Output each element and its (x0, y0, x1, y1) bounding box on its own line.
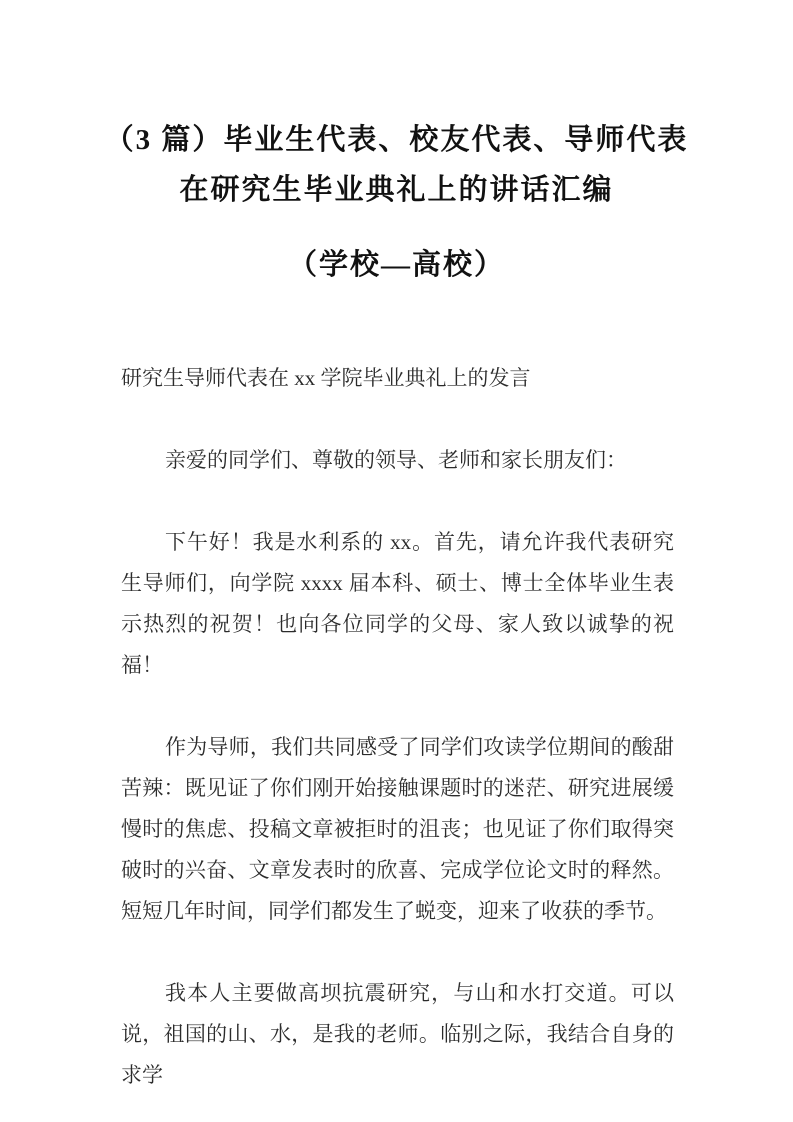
body-paragraph: 下午好！我是水利系的 xx。首先，请允许我代表研究生导师们，向学院 xxxx 届本科、硕士、博士全体毕业生表示热烈的祝贺！也向各位同学的父母、家人致以诚挚的祝福！ (121, 530, 674, 677)
document-title (0, 115, 793, 290)
title-line-1: （3 篇）毕业生代表、校友代表、导师代表 (104, 124, 689, 156)
document-subtitle: （学校—高校） (287, 249, 505, 281)
section-heading: 研究生导师代表在 xx 学院毕业典礼上的发言 (121, 366, 531, 390)
title-line-2: 在研究生毕业典礼上的讲话汇编 (179, 174, 614, 206)
document-body (121, 358, 674, 1122)
salutation-paragraph: 亲爱的同学们、尊敬的领导、老师和家长朋友们： (165, 448, 627, 472)
body-paragraph: 我本人主要做高坝抗震研究，与山和水打交道。可以说，祖国的山、水，是我的老师。临别之际，我结合自身的求学 (121, 981, 674, 1087)
body-paragraph: 作为导师，我们共同感受了同学们攻读学位期间的酸甜苦辣：既见证了你们刚开始接触课题时的迷茫、研究进展缓慢时的焦虑、投稿文章被拒时的沮丧；也见证了你们取得突破时的兴奋、文章发表时的欣喜、完成学位论文时的释然。短短几年时间，同学们都发生了蜕变，迎来了收获的季节。 (121, 735, 674, 923)
